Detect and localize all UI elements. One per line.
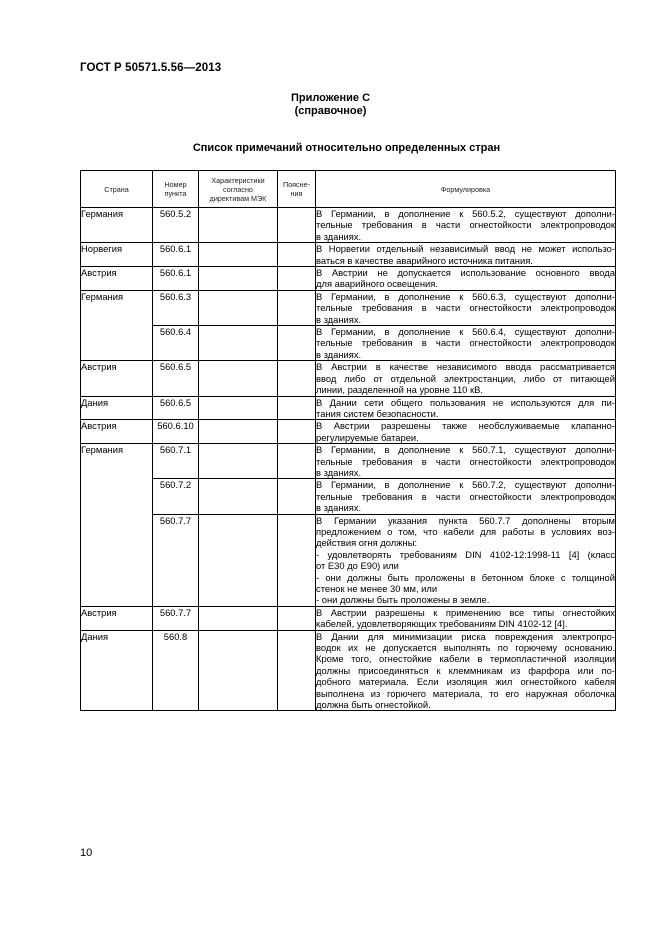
cell-characteristics [199,479,278,514]
formulation-line: В Германии, в дополнение к 560.7.1, существуют дополни- [316,444,615,456]
cell-characteristics [199,243,278,267]
cell-clause-number: 560.6.4 [153,326,199,361]
formulation-line: - они должны быть проложены в земле. [316,594,490,606]
cell-formulation [316,444,616,479]
formulation-line: для аварийного освещения. [316,278,438,290]
cell-formulation [316,479,616,514]
cell-explanations [278,514,316,606]
cell-country: Германия [81,290,153,360]
formulation-line: предложением о том, что кабели для работы в условиях воз- [316,525,615,537]
cell-country: Норвегия [81,243,153,267]
cell-country: Австрия [81,420,153,444]
formulation-line: В Австрии разрешены к применению все типы огнестойких [316,606,615,618]
cell-characteristics [199,361,278,396]
formulation-line: кабелей, удовлетворяющих требованиям DIN 4102-12 [4]. [316,618,568,630]
document-header: ГОСТ Р 50571.5.56—2013 [80,62,222,74]
cell-clause-number: 560.7.2 [153,479,199,514]
formulation-line: В Дании для минимизации риска повреждения электропро- [316,630,615,642]
cell-formulation [316,606,616,630]
formulation-line: Кроме того, огнестойкие кабели в термопластичной изоляции [316,653,615,665]
cell-explanations [278,326,316,361]
cell-explanations [278,267,316,291]
formulation-line: тельные требования в части огнестойкости электропроводок [316,219,615,231]
col-header-explanations: Поясне-ния [278,171,316,208]
cell-clause-number: 560.6.5 [153,361,199,396]
cell-explanations [278,606,316,630]
cell-formulation [316,514,616,606]
cell-characteristics [199,444,278,479]
cell-formulation [316,290,616,325]
cell-characteristics [199,514,278,606]
country-notes-table [80,170,616,711]
cell-explanations [278,290,316,325]
page-number: 10 [80,847,93,859]
formulation-line: ввод либо от отдельной электростанции, либо от питающей [316,372,615,384]
formulation-line: регулируемые батареи. [316,431,419,443]
cell-country: Германия [81,208,153,243]
table-body [81,208,616,711]
table-row [81,361,616,396]
cell-country: Австрия [81,361,153,396]
cell-country: Дания [81,396,153,420]
table-row [81,396,616,420]
cell-clause-number: 560.7.7 [153,514,199,606]
cell-clause-number: 560.6.3 [153,290,199,325]
cell-country: Австрия [81,267,153,291]
formulation-line: - удовлетворять требованиям DIN 4102-12:1998-11 [4] (класс [316,548,615,560]
cell-characteristics [199,290,278,325]
cell-formulation [316,396,616,420]
cell-characteristics [199,420,278,444]
formulation-line: от Е30 до Е90) или [316,560,399,572]
cell-explanations [278,396,316,420]
cell-formulation [316,630,616,711]
cell-characteristics [199,396,278,420]
table-row [81,444,616,479]
table-row [81,630,616,711]
cell-clause-number: 560.7.7 [153,606,199,630]
formulation-line: В Германии, в дополнение к 560.6.3, существуют дополни- [316,290,615,302]
formulation-line: тельные требования в части огнестойкости электропроводок [316,337,615,349]
formulation-line: тания систем безопасности. [316,407,439,419]
formulation-line: должны присоединяться к клеммникам из фарфора или по- [316,664,615,676]
formulation-line: выполнена из горючего материала, то его наружная оболочка [316,687,615,699]
formulation-line: В Австрии разрешены также необслуживаемые клапанно- [316,420,615,432]
cell-formulation [316,267,616,291]
appendix-subtitle: (справочное) [294,105,367,117]
table-row [81,290,616,325]
cell-clause-number: 560.5.2 [153,208,199,243]
formulation-line: линии, разделенной на уровне 110 кВ. [316,384,483,396]
cell-formulation [316,208,616,243]
table-row [81,479,616,514]
formulation-line: должна быть огнестойкой. [316,699,431,711]
formulation-line: стенок не менее 30 мм, или [316,583,438,594]
table-title: Список примечаний относительно определенных стран [192,142,501,154]
col-header-characteristics-line1: Характеристики согласно [211,175,265,194]
table-row [81,243,616,267]
cell-country: Австрия [81,606,153,630]
cell-explanations [278,361,316,396]
formulation-line: В Германии, в дополнение к 560.6.4, существуют дополни- [316,326,615,338]
cell-characteristics [199,630,278,711]
formulation-line: В Австрии не допускается использование основного ввода [316,267,615,279]
formulation-line: в зданиях. [316,313,362,325]
cell-explanations [278,444,316,479]
cell-characteristics [199,606,278,630]
cell-clause-number: 560.6.1 [153,243,199,267]
cell-clause-number: 560.7.1 [153,444,199,479]
formulation-line: - они должны быть проложены в бетонном блоке с толщиной [316,571,615,583]
cell-clause-number: 560.6.10 [153,420,199,444]
cell-clause-number: 560.8 [153,630,199,711]
col-header-number: Номер пункта [153,171,199,208]
formulation-line: В Германии, в дополнение к 560.7.2, существуют дополни- [316,479,615,491]
appendix-title: Приложение С [290,92,371,104]
formulation-line: В Германии указания пункта 560.7.7 дополнены вторым [316,514,615,526]
formulation-line: В Австрии в качестве независимого ввода рассматривается [316,361,615,373]
cell-explanations [278,243,316,267]
formulation-line: водок их не допускается выполнять по горючему основанию. [316,642,615,654]
cell-clause-number: 560.6.5 [153,396,199,420]
cell-country: Дания [81,630,153,711]
formulation-line: тельные требования в части огнестойкости электропроводок [316,302,615,314]
formulation-line: в зданиях. [316,348,362,360]
cell-characteristics [199,208,278,243]
cell-formulation [316,361,616,396]
formulation-line: в зданиях. [316,230,362,242]
table-row [81,514,616,606]
formulation-line: в зданиях. [316,502,362,514]
table-row [81,420,616,444]
table-row [81,606,616,630]
formulation-line: В Норвегии отдельный независимый ввод не может использо- [316,243,615,255]
cell-clause-number: 560.6.1 [153,267,199,291]
cell-formulation [316,326,616,361]
cell-explanations [278,420,316,444]
formulation-line: В Дании сети общего пользования не используются для пи- [316,396,615,408]
cell-explanations [278,479,316,514]
cell-explanations [278,630,316,711]
formulation-line: тельные требования в части огнестойкости электропроводок [316,490,615,502]
table-row [81,326,616,361]
cell-characteristics [199,267,278,291]
table-row [81,267,616,291]
formulation-line: действия огня должны: [316,537,418,549]
formulation-line: в зданиях. [316,466,362,478]
formulation-line: тельные требования в части огнестойкости электропроводок [316,455,615,467]
cell-formulation [316,243,616,267]
cell-explanations [278,208,316,243]
formulation-line: добного материала. Если изоляция жил огнестойкого кабеля [316,676,615,688]
table-row [81,208,616,243]
formulation-line: ваться в качестве аварийного источника питания. [316,254,533,266]
cell-characteristics [199,326,278,361]
col-header-formulation: Формулировка [316,171,616,208]
col-header-characteristics [199,171,278,208]
table-header-row [81,171,616,208]
col-header-characteristics-line2: директивам МЭК [209,193,267,203]
formulation-line: В Германии, в дополнение к 560.5.2, существуют дополни- [316,208,615,219]
col-header-country: Страна [81,171,153,208]
cell-country: Германия [81,444,153,607]
cell-formulation [316,420,616,444]
